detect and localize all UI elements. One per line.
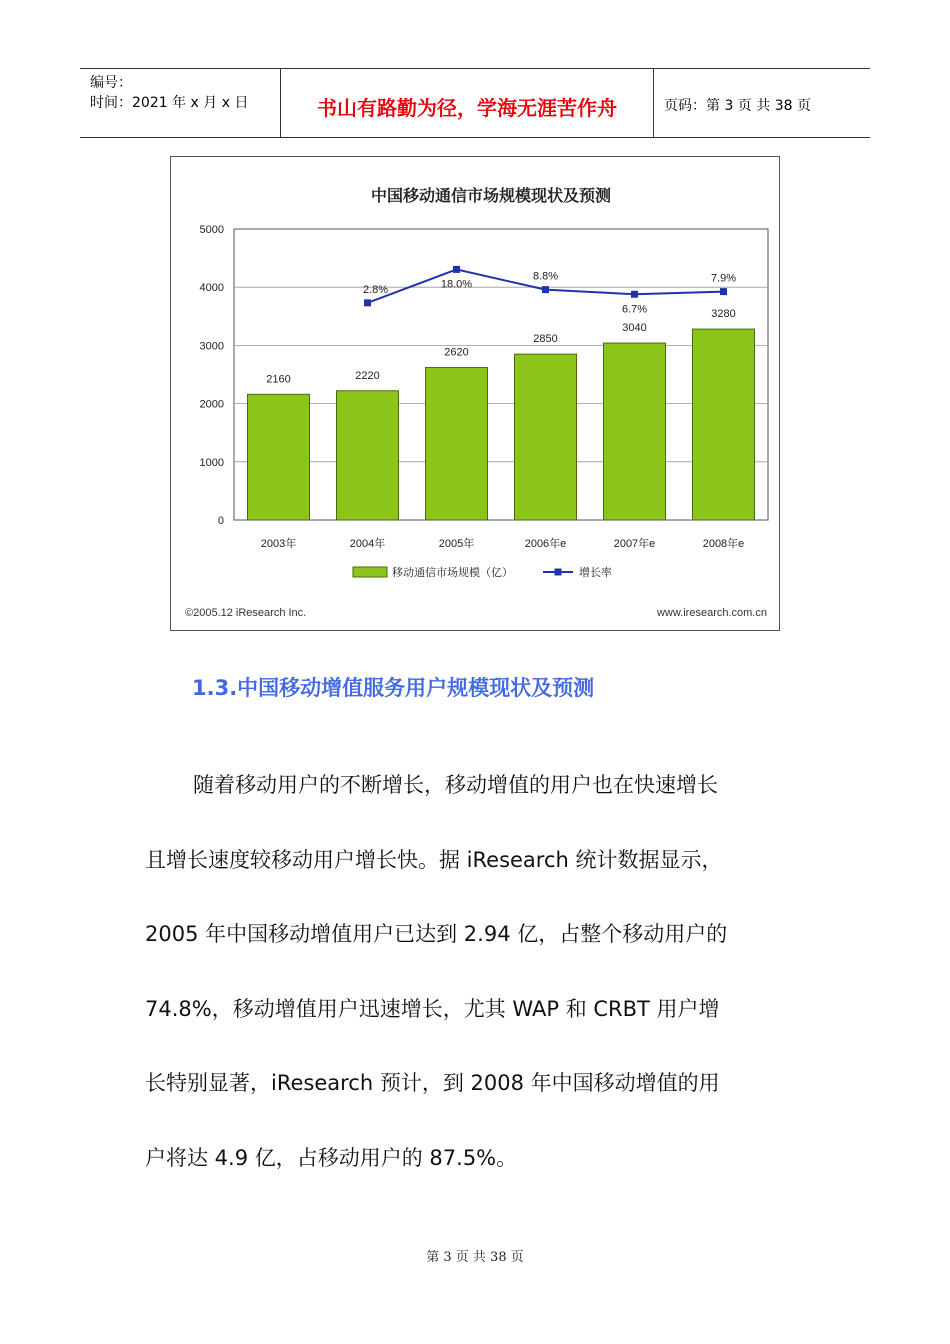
legend-swatch-marker — [555, 569, 562, 576]
x-tick-label: 2007年e — [613, 538, 656, 550]
growth-label: 6.7% — [621, 303, 648, 316]
body-paragraph — [145, 748, 825, 1196]
chart-title: 中国移动通信市场规模现状及预测 — [370, 188, 612, 205]
legend-label-line: 增长率 — [579, 567, 612, 579]
y-tick-label: 2000 — [199, 398, 224, 411]
paragraph-line: 户将达 4.9 亿，占移动用户的 87.5%。 — [145, 1145, 518, 1170]
bar — [693, 329, 755, 520]
bar-value-label: 2850 — [533, 333, 558, 346]
paragraph-line: 且增长速度较移动用户增长快。据 iResearch 统计数据显示， — [145, 847, 723, 872]
growth-point — [631, 291, 638, 298]
bar-value-label: 3040 — [622, 322, 647, 335]
y-tick-label: 5000 — [199, 224, 224, 236]
growth-label: 7.9% — [710, 272, 737, 285]
header-motto: 书山有路勤为径，学海无涯苦作舟 — [280, 69, 654, 137]
bar — [337, 391, 399, 520]
growth-point — [720, 288, 727, 295]
chart-credit-left: ©2005.12 iResearch Inc. — [185, 607, 307, 619]
x-tick-label: 2004年 — [349, 538, 386, 550]
growth-point — [364, 299, 371, 306]
x-tick-label: 2008年e — [702, 538, 745, 550]
paragraph-line: 74.8%，移动增值用户迅速增长，尤其 WAP 和 CRBT 用户增 — [145, 996, 720, 1021]
chart-svg — [171, 157, 779, 630]
bar — [248, 394, 310, 520]
growth-point — [542, 286, 549, 293]
growth-label: 2.8% — [362, 283, 389, 296]
y-tick-label: 4000 — [199, 282, 224, 295]
bar-value-label: 3280 — [711, 308, 736, 321]
bar-value-label: 2620 — [444, 346, 469, 359]
x-tick-label: 2003年 — [260, 538, 297, 550]
growth-label: 8.8% — [532, 270, 559, 283]
y-tick-label: 1000 — [199, 456, 224, 469]
chart-credit-right: www.iresearch.com.cn — [656, 607, 767, 619]
page-header — [80, 68, 870, 138]
y-tick-label: 0 — [217, 515, 224, 527]
legend-label-bars: 移动通信市场规模（亿） — [392, 567, 513, 579]
x-tick-label: 2006年e — [524, 538, 567, 550]
paragraph-line: 随着移动用户的不断增长，移动增值的用户也在快速增长 — [193, 773, 718, 797]
growth-label: 18.0% — [440, 278, 473, 291]
y-tick-label: 3000 — [199, 340, 224, 353]
paragraph-line: 长特别显著，iResearch 预计，到 2008 年中国移动增值的用 — [145, 1071, 720, 1096]
time-label: 时间：2021 年 x 月 x 日 — [90, 95, 249, 111]
growth-point — [453, 266, 460, 273]
plot-area — [234, 229, 768, 520]
bar — [515, 354, 577, 520]
market-chart — [170, 156, 780, 631]
bar — [604, 343, 666, 520]
section-title: 1.3.中国移动增值服务用户规模现状及预测 — [192, 676, 595, 700]
paragraph-line: 2005 年中国移动增值用户已达到 2.94 亿，占整个移动用户的 — [145, 922, 728, 947]
x-tick-label: 2005年 — [438, 538, 475, 550]
bar-value-label: 2220 — [355, 369, 380, 382]
bar-value-label: 2160 — [266, 373, 291, 386]
number-label: 编号： — [90, 75, 132, 91]
page-footer: 第 3 页 共 38 页 — [426, 1250, 524, 1265]
header-page-code: 页码：第 3 页 共 38 页 — [664, 98, 811, 114]
bar — [426, 368, 488, 520]
header-meta — [80, 69, 280, 137]
legend-swatch-bars — [353, 567, 387, 577]
